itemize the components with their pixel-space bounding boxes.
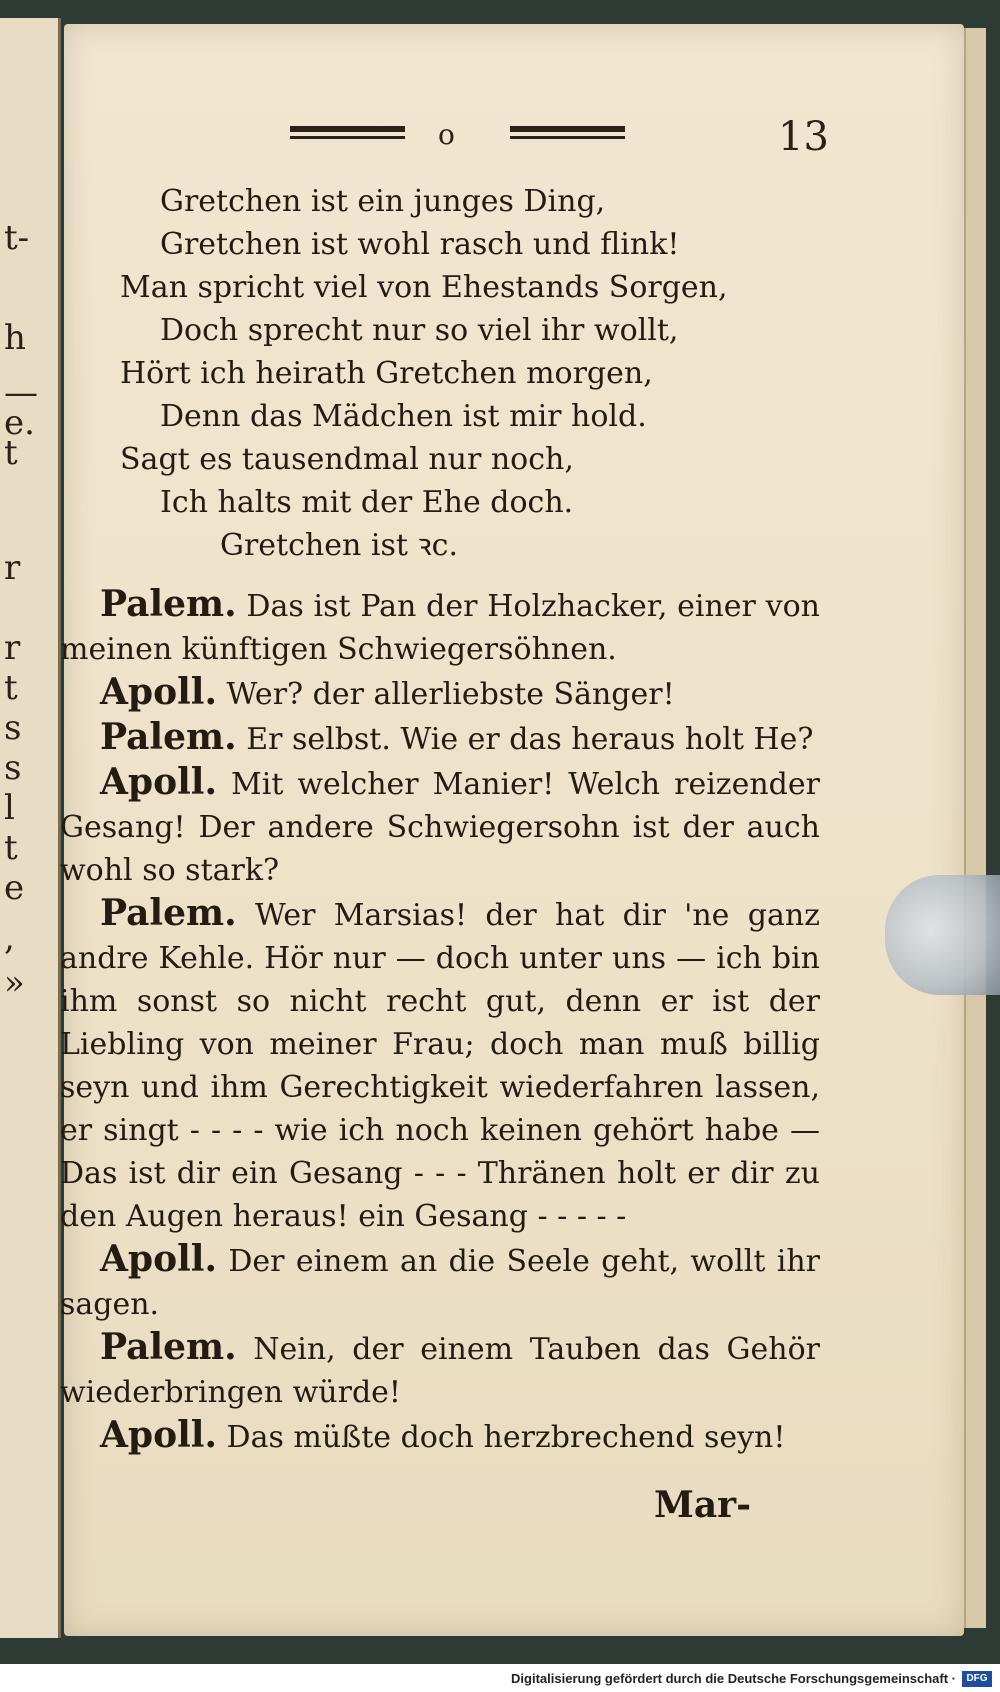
header-rule-right — [510, 126, 625, 148]
speaker-name: Palem. — [100, 716, 237, 758]
speech-text: Der einem an die Seele geht, wollt ihr sagen. — [60, 1244, 820, 1322]
verse-line: Sagt es tausendmal nur noch, — [120, 442, 574, 477]
speech-text: Wer? der allerliebste Sänger! — [226, 677, 675, 712]
verse-line: Gretchen ist ꝛc. — [220, 528, 458, 563]
left-page-margin — [0, 18, 61, 1638]
dialogue-paragraph — [60, 583, 820, 671]
left-page-fragment: , — [4, 918, 15, 958]
speech-text: Das müßte doch herzbrechend seyn! — [226, 1420, 786, 1455]
header-rule-left — [290, 126, 405, 148]
dialogue-paragraph — [60, 761, 820, 892]
header-ornament: o — [438, 118, 455, 151]
left-page-fragment: t — [4, 668, 18, 708]
dialogue-paragraph — [60, 716, 820, 761]
speaker-name: Apoll. — [100, 671, 217, 713]
speech-text: Er selbst. Wie er das heraus holt He? — [246, 722, 814, 757]
speaker-name: Palem. — [100, 892, 237, 934]
speech-text: Nein, der einem Tauben das Gehör wiederbringen würde! — [60, 1332, 820, 1410]
speaker-name: Apoll. — [100, 761, 217, 803]
dialogue-paragraph — [60, 892, 820, 1238]
left-page-fragment: s — [4, 708, 22, 748]
speaker-name: Palem. — [100, 583, 237, 625]
left-page-fragment: r — [4, 628, 21, 668]
left-page-fragment: l — [4, 788, 15, 828]
catchword: Mar- — [654, 1484, 752, 1526]
speaker-name: Apoll. — [100, 1414, 217, 1456]
left-page-fragment: e — [4, 868, 25, 908]
speaker-name: Apoll. — [100, 1238, 217, 1280]
footer-bar — [0, 1664, 1000, 1692]
left-page-fragment: s — [4, 748, 22, 788]
left-page-fragment: r — [4, 548, 21, 588]
verse-line: Ich halts mit der Ehe doch. — [160, 485, 574, 520]
dialogue-block — [60, 583, 820, 1459]
left-page-fragment: t — [4, 433, 18, 473]
left-page-fragment: » — [4, 963, 25, 1003]
page-number: 13 — [778, 114, 829, 160]
verse-line: Denn das Mädchen ist mir hold. — [160, 399, 647, 434]
left-page-fragment: — — [4, 373, 38, 413]
left-page-fragment: e. — [4, 403, 35, 443]
scanner-thumb — [885, 875, 1000, 995]
page-text — [60, 180, 820, 1459]
dialogue-paragraph — [60, 1414, 820, 1459]
dialogue-paragraph — [60, 671, 820, 716]
speech-text: Wer Marsias! der hat dir 'ne ganz andre Kehle. Hör nur — doch unter uns — ich bin ihm sonst so nicht recht gut, denn er ist der Liebling von meiner Frau; doch man muß billig seyn und ihm Gerechtigkeit wiederfahren lassen, er singt - - - - wie ich noch keinen gehört habe — Das ist dir ein Gesang - - - Thränen holt er dir zu den Augen heraus! ein Gesang - - - - - — [60, 898, 820, 1234]
dialogue-paragraph — [60, 1326, 820, 1414]
left-page-fragment: h — [4, 318, 26, 358]
speech-text: Das ist Pan der Holzhacker, einer von meinen künftigen Schwiegersöhnen. — [60, 589, 820, 667]
left-page-fragment: t- — [4, 218, 30, 258]
verse-line: Gretchen ist ein junges Ding, — [160, 184, 606, 219]
digitization-credit: Digitalisierung gefördert durch die Deutsche Forschungsgemeinschaft · — [511, 1671, 956, 1686]
speaker-name: Palem. — [100, 1326, 237, 1368]
verse-line: Doch sprecht nur so viel ihr wollt, — [160, 313, 679, 348]
page-edge — [964, 28, 986, 1628]
verse-block — [120, 180, 820, 567]
verse-line: Man spricht viel von Ehestands Sorgen, — [120, 270, 728, 305]
verse-line: Hört ich heirath Gretchen morgen, — [120, 356, 653, 391]
dfg-logo-icon: DFG — [962, 1671, 992, 1687]
dialogue-paragraph — [60, 1238, 820, 1326]
left-page-fragment: t — [4, 828, 18, 868]
verse-line: Gretchen ist wohl rasch und flink! — [160, 227, 680, 262]
speech-text: Mit welcher Manier! Welch reizender Gesang! Der andere Schwiegersohn ist der auch wohl so stark? — [60, 767, 820, 888]
